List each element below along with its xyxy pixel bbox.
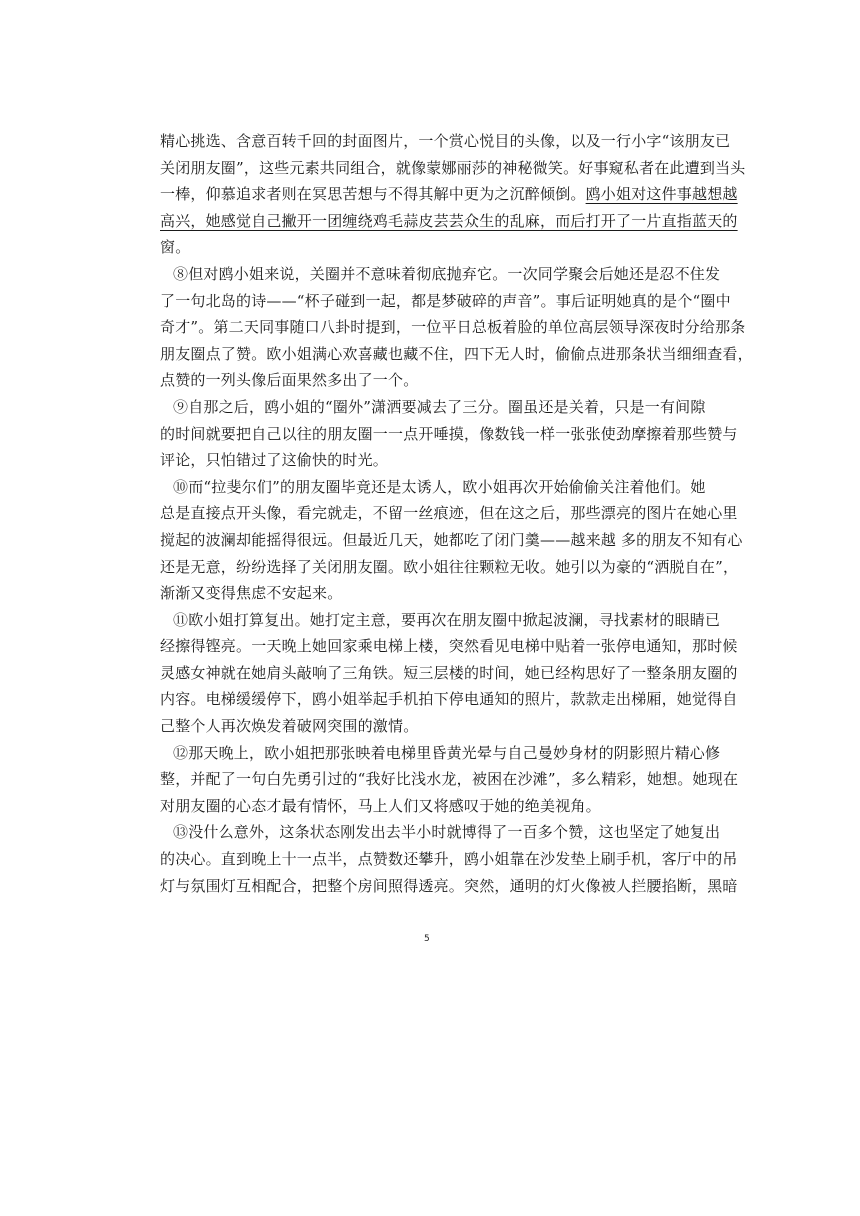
text-line: 内容。电梯缓缓停下，鸥小姐举起手机拍下停电通知的照片，款款走出梯厢，她觉得自 xyxy=(160,690,738,709)
text-line: 朋友圈点了赞。欧小姐满心欢喜藏也藏不住，四下无人时，偷偷点进那条状当细细查看， xyxy=(160,344,753,363)
text-line: 关闭朋友圈”，这些元素共同组合，就像蒙娜丽莎的神秘微笑。好事窥私者在此遭到当头 xyxy=(160,158,746,177)
underlined-text: 鸥小姐对这件事越想越 xyxy=(585,185,738,204)
paragraph-start-line: ⑩而“拉斐尔们”的朋友圈毕竟还是太诱人，欧小姐再次开始偷偷关注着他们。她 xyxy=(173,477,706,496)
text-line: 评论，只怕错过了这偷快的时光。 xyxy=(160,451,389,470)
paragraph-start-line: ⑬没什么意外，这条状态刚发出去半小时就博得了一百多个赞，这也坚定了她复出 xyxy=(173,823,721,842)
scan-artifact-mark xyxy=(575,922,715,932)
text-line: 对朋友圈的心态才最有情怀，马上人们又将感叹于她的绝美视角。 xyxy=(160,796,601,815)
text-line: 整，并配了一句白先勇引过的“我好比浅水龙，被困在沙滩”，多么精彩，她想。她现在 xyxy=(160,770,739,789)
text-line: 灵感女神就在她肩头敲响了三角铁。短三层楼的时间，她已经构思好了一整条朋友圈的 xyxy=(160,663,738,682)
text-line xyxy=(160,181,738,208)
text-line: 点赞的一列头像后面果然多出了一个。 xyxy=(160,371,419,390)
text-line: 了一句北岛的诗——“杯子碰到一起，都是梦破碎的声音”。事后证明她真的是个“圈中 xyxy=(160,291,731,310)
text-line: 精心挑选、含意百转千回的封面图片，一个赏心悦目的头像，以及一行小字“该朋友已 xyxy=(160,132,731,150)
text-line: 总是直接点开头像，看完就走，不留一丝痕迹，但在这之后，那些漂亮的图片在她心里 xyxy=(160,504,738,523)
text-line: 己整个人再次焕发着破网突围的激情。 xyxy=(160,717,419,736)
text-line: 的时间就要把自己以往的朋友圈一一点开唾摸，像数钱一样一张张使劲摩擦着那些赞与 xyxy=(160,424,738,443)
underlined-text-line: 高兴，她感觉自己撇开一团缠绕鸡毛蒜皮芸芸众生的乱麻，而后打开了一片直指蓝天的 xyxy=(160,211,738,230)
text-line: 灯与氛围灯互相配合，把整个房间照得透亮。突然，通明的灯火像被人拦腰掐断，黑暗 xyxy=(160,876,738,895)
text-line: 搅起的波澜却能摇得很远。但最近几天，她都吃了闭门羹——越来越 多的朋友不知有心 xyxy=(160,530,743,549)
paragraph-start-line: ⑨自那之后，鸥小姐的“圈外”潇洒要减去了三分。圈虽还是关着，只是一有间隙 xyxy=(173,397,706,416)
text-line: 渐渐又变得焦虑不安起来。 xyxy=(160,584,343,603)
text-line: 窗。 xyxy=(160,238,191,257)
paragraph-start-line: ⑫那天晚上，欧小姐把那张映着电梯里昏黄光晕与自己曼妙身材的阴影照片精心修 xyxy=(173,743,721,762)
document-body xyxy=(160,128,753,899)
text-line: 奇才”。第二天同事随口八卦时提到，一位平日总板着脸的单位高层领导深夜时分给那条 xyxy=(160,318,746,337)
page-number: 5 xyxy=(424,934,430,944)
text-line: 经擦得铿亮。一天晚上她回家乘电梯上楼，突然看见电梯中贴着一张停电通知，那时候 xyxy=(160,637,738,656)
paragraph-start-line: ⑪欧小姐打算复出。她打定主意，要再次在朋友圈中掀起波澜，寻找素材的眼睛已 xyxy=(173,610,721,629)
text-segment: 一棒，仰慕追求者则在冥思苦想与不得其解中更为之沉醉倾倒。 xyxy=(160,185,586,204)
text-line: 的决心。直到晚上十一点半，点赞数还攀升，鸥小姐靠在沙发垫上刷手机，客厅中的吊 xyxy=(160,850,738,869)
text-line: 还是无意，纷纷选择了关闭朋友圈。欧小姐往往颗粒无收。她引以为豪的“洒脱自在”， xyxy=(160,557,739,576)
paragraph-start-line: ⑧但对鸥小姐来说，关圈并不意味着彻底抛弃它。一次同学聚会后她还是忍不住发 xyxy=(173,264,721,283)
